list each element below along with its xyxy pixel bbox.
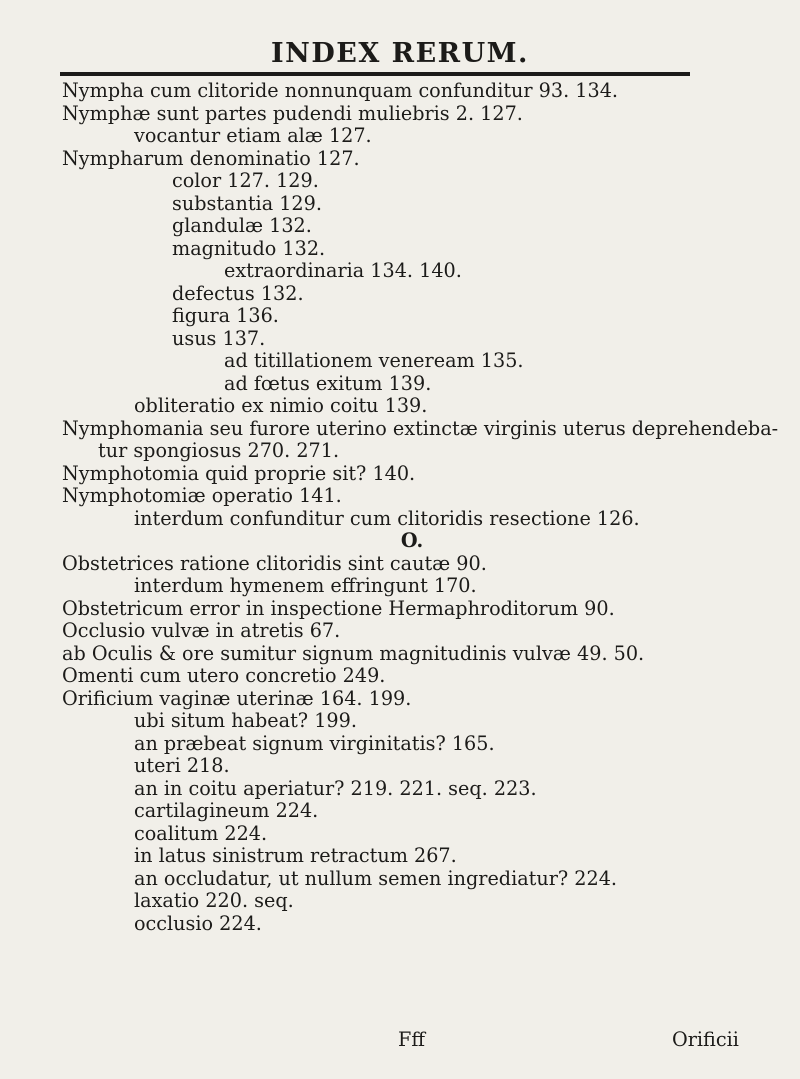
- index-entry: tur spongiosus 270. 271.: [98, 439, 340, 462]
- section-letter: O.: [400, 529, 424, 552]
- index-entry: Nymphomania seu furore uterino extinctæ virginis uterus deprehendeba-: [62, 416, 779, 440]
- page-footer: [0, 1028, 800, 1054]
- index-entry: Nympha cum clitoride nonnunquam confunditur 93. 134.: [62, 79, 619, 102]
- index-entry: Omenti cum utero concretio 249.: [62, 664, 386, 687]
- index-entry: an occludatur, ut nullum semen ingrediatur? 224.: [134, 866, 618, 890]
- index-entry: Obstetricum error in inspectione Hermaphroditorum 90.: [62, 596, 615, 620]
- index-entry: cartilagineum 224.: [134, 799, 319, 822]
- index-entry: Obstetrices ratione clitoridis sint cautæ 90.: [62, 551, 487, 575]
- index-entry: magnitudo 132.: [172, 236, 326, 260]
- index-entry: in latus sinistrum retractum 267.: [134, 844, 457, 867]
- index-entry: Occlusio vulvæ in atretis 67.: [62, 619, 341, 642]
- page-header: INDEX RERUM.: [271, 38, 529, 69]
- index-entry: an præbeat signum virginitatis? 165.: [134, 731, 495, 755]
- catchword: Orificii: [672, 1028, 739, 1051]
- index-entry: figura 136.: [172, 304, 279, 327]
- index-entry: ad fœtus exitum 139.: [224, 371, 432, 395]
- index-entry: Nymphotomiæ operatio 141.: [62, 484, 342, 507]
- index-entry: glandulæ 132.: [172, 214, 312, 237]
- index-entry: color 127. 129.: [172, 169, 319, 192]
- index-entry: defectus 132.: [172, 281, 304, 305]
- index-entry: interdum confunditur cum clitoridis resectione 126.: [134, 506, 640, 530]
- index-entries: [62, 79, 779, 935]
- index-entry: ubi situm habeat? 199.: [134, 709, 357, 732]
- index-entry: Nymphæ sunt partes pudendi muliebris 2. 127.: [62, 101, 523, 125]
- signature-mark: Fff: [398, 1028, 425, 1051]
- index-entry: occlusio 224.: [134, 911, 262, 935]
- index-entry: substantia 129.: [172, 191, 322, 215]
- index-entry: obliteratio ex nimio coitu 139.: [134, 394, 428, 417]
- index-entry: ad titillationem veneream 135.: [224, 349, 524, 372]
- index-entry: Nympharum denominatio 127.: [62, 146, 360, 170]
- index-entry: uteri 218.: [134, 754, 230, 777]
- index-entry: Nymphotomia quid proprie sit? 140.: [62, 461, 416, 485]
- index-entry: coalitum 224.: [134, 821, 268, 845]
- header-rule: [60, 72, 690, 76]
- index-entry: extraordinaria 134. 140.: [224, 259, 462, 282]
- index-entry: ab Oculis & ore sumitur signum magnitudinis vulvæ 49. 50.: [62, 641, 645, 665]
- index-entry: Orificium vaginæ uterinæ 164. 199.: [62, 686, 412, 710]
- index-entry: usus 137.: [172, 326, 266, 350]
- index-entry: laxatio 220. seq.: [134, 889, 294, 912]
- index-entry: an in coitu aperiatur? 219. 221. seq. 223.: [134, 776, 537, 800]
- index-entry: vocantur etiam alæ 127.: [134, 124, 372, 147]
- index-entry: interdum hymenem effringunt 170.: [134, 574, 477, 597]
